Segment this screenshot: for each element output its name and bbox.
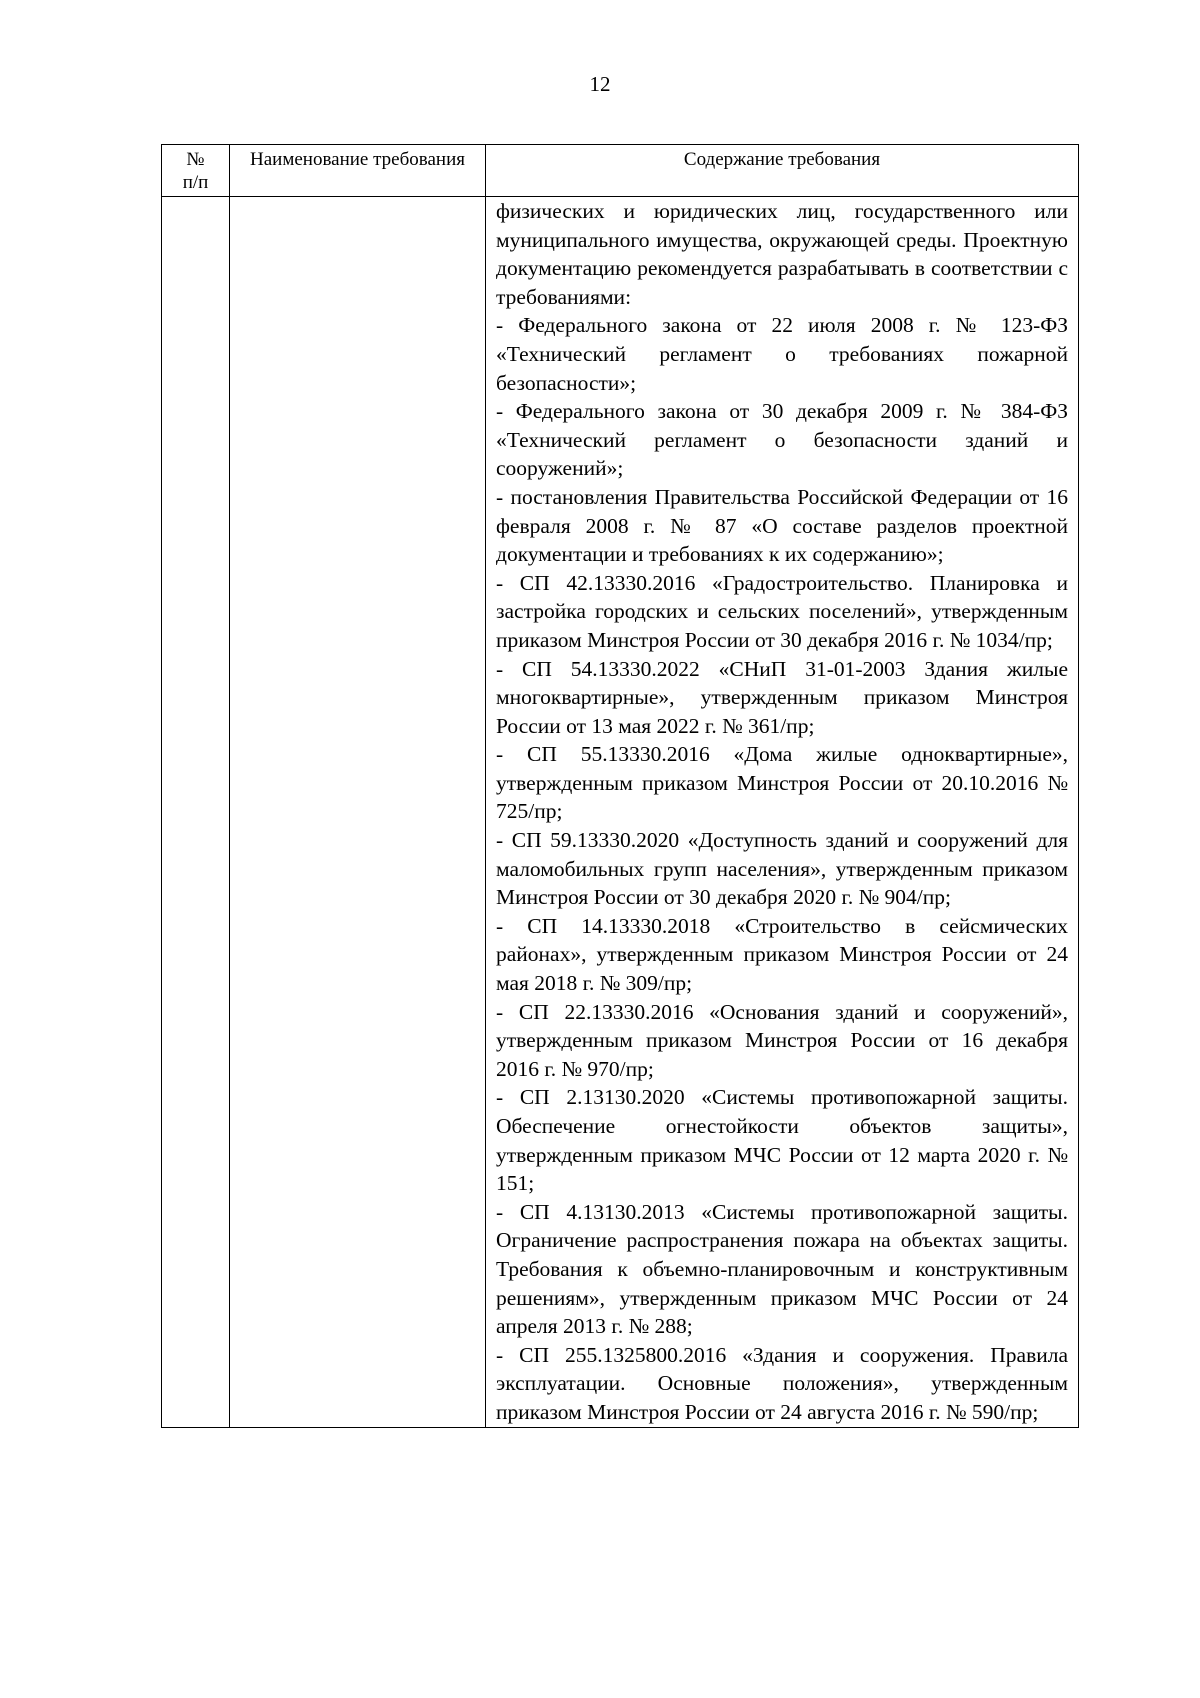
table-header-row xyxy=(162,145,1079,197)
content-paragraph: - СП 22.13330.2016 «Основания зданий и сооружений», утвержденным приказом Минстроя России от 16 декабря 2016 г. № 970/пр; xyxy=(496,999,1068,1081)
content-paragraph: - постановления Правительства Российской Федерации от 16 февраля 2008 г. № 87 «О составе разделов проектной документации и требованиях к их содержанию»; xyxy=(496,484,1068,567)
header-name: Наименование требования xyxy=(230,145,486,197)
content-paragraph: - СП 42.13330.2016 «Градостроительство. Планировка и застройка городских и сельских поселений», утвержденным приказом Минстроя России от 30 декабря 2016 г. № 1034/пр; xyxy=(496,570,1068,652)
content-paragraph: - Федерального закона от 22 июля 2008 г. № 123-ФЗ «Технический регламент о требованиях пожарной безопасности»; xyxy=(496,313,1068,395)
content-paragraph: - СП 55.13330.2016 «Дома жилые одноквартирные», утвержденным приказом Минстроя России от 20.10.2016 № 725/пр; xyxy=(496,742,1068,824)
content-paragraph: - СП 2.13130.2020 «Системы противопожарной защиты. Обеспечение огнестойкости объектов защиты», утвержденным приказом МЧС России от 12 марта 2020 г. № 151; xyxy=(496,1085,1068,1196)
content-paragraph: - СП 59.13330.2020 «Доступность зданий и сооружений для маломобильных групп населения», утвержденным приказом Минстроя России от 30 декабря 2020 г. № 904/пр; xyxy=(496,828,1068,910)
table-row xyxy=(162,197,1079,1428)
header-num: № п/п xyxy=(162,145,230,197)
content-paragraph: - СП 255.1325800.2016 «Здания и сооружения. Правила эксплуатации. Основные положения», утвержденным приказом Минстроя России от 24 августа 2016 г. № 590/пр; xyxy=(496,1342,1068,1424)
row-num-cell xyxy=(162,197,230,1428)
header-content: Содержание требования xyxy=(486,145,1079,197)
row-content-cell xyxy=(486,197,1079,1428)
page-number: 12 xyxy=(589,72,611,96)
content-paragraph: - СП 4.13130.2013 «Системы противопожарной защиты. Ограничение распространения пожара на объектах защиты. Требования к объемно-планировочным и конструктивным решениям», утвержденным приказом МЧС России от 24 апреля 2013 г. № 288; xyxy=(496,1199,1068,1339)
row-name-cell xyxy=(230,197,486,1428)
content-paragraph: - СП 14.13330.2018 «Строительство в сейсмических районах», утвержденным приказом Минстроя России от 24 мая 2018 г. № 309/пр; xyxy=(496,913,1068,996)
content-paragraph: - СП 54.13330.2022 «СНиП 31-01-2003 Здания жилые многоквартирные», утвержденным приказом Минстроя России от 13 мая 2022 г. № 361/пр; xyxy=(496,656,1068,738)
requirements-table xyxy=(161,144,1079,1428)
content-paragraph: - Федерального закона от 30 декабря 2009 г. № 384-ФЗ «Технический регламент о безопасности зданий и сооружений»; xyxy=(496,399,1068,481)
content-paragraph: физических и юридических лиц, государственного или муниципального имущества, окружающей среды. Проектную документацию рекомендуется разрабатывать в соответствии с требованиями: xyxy=(496,199,1068,309)
